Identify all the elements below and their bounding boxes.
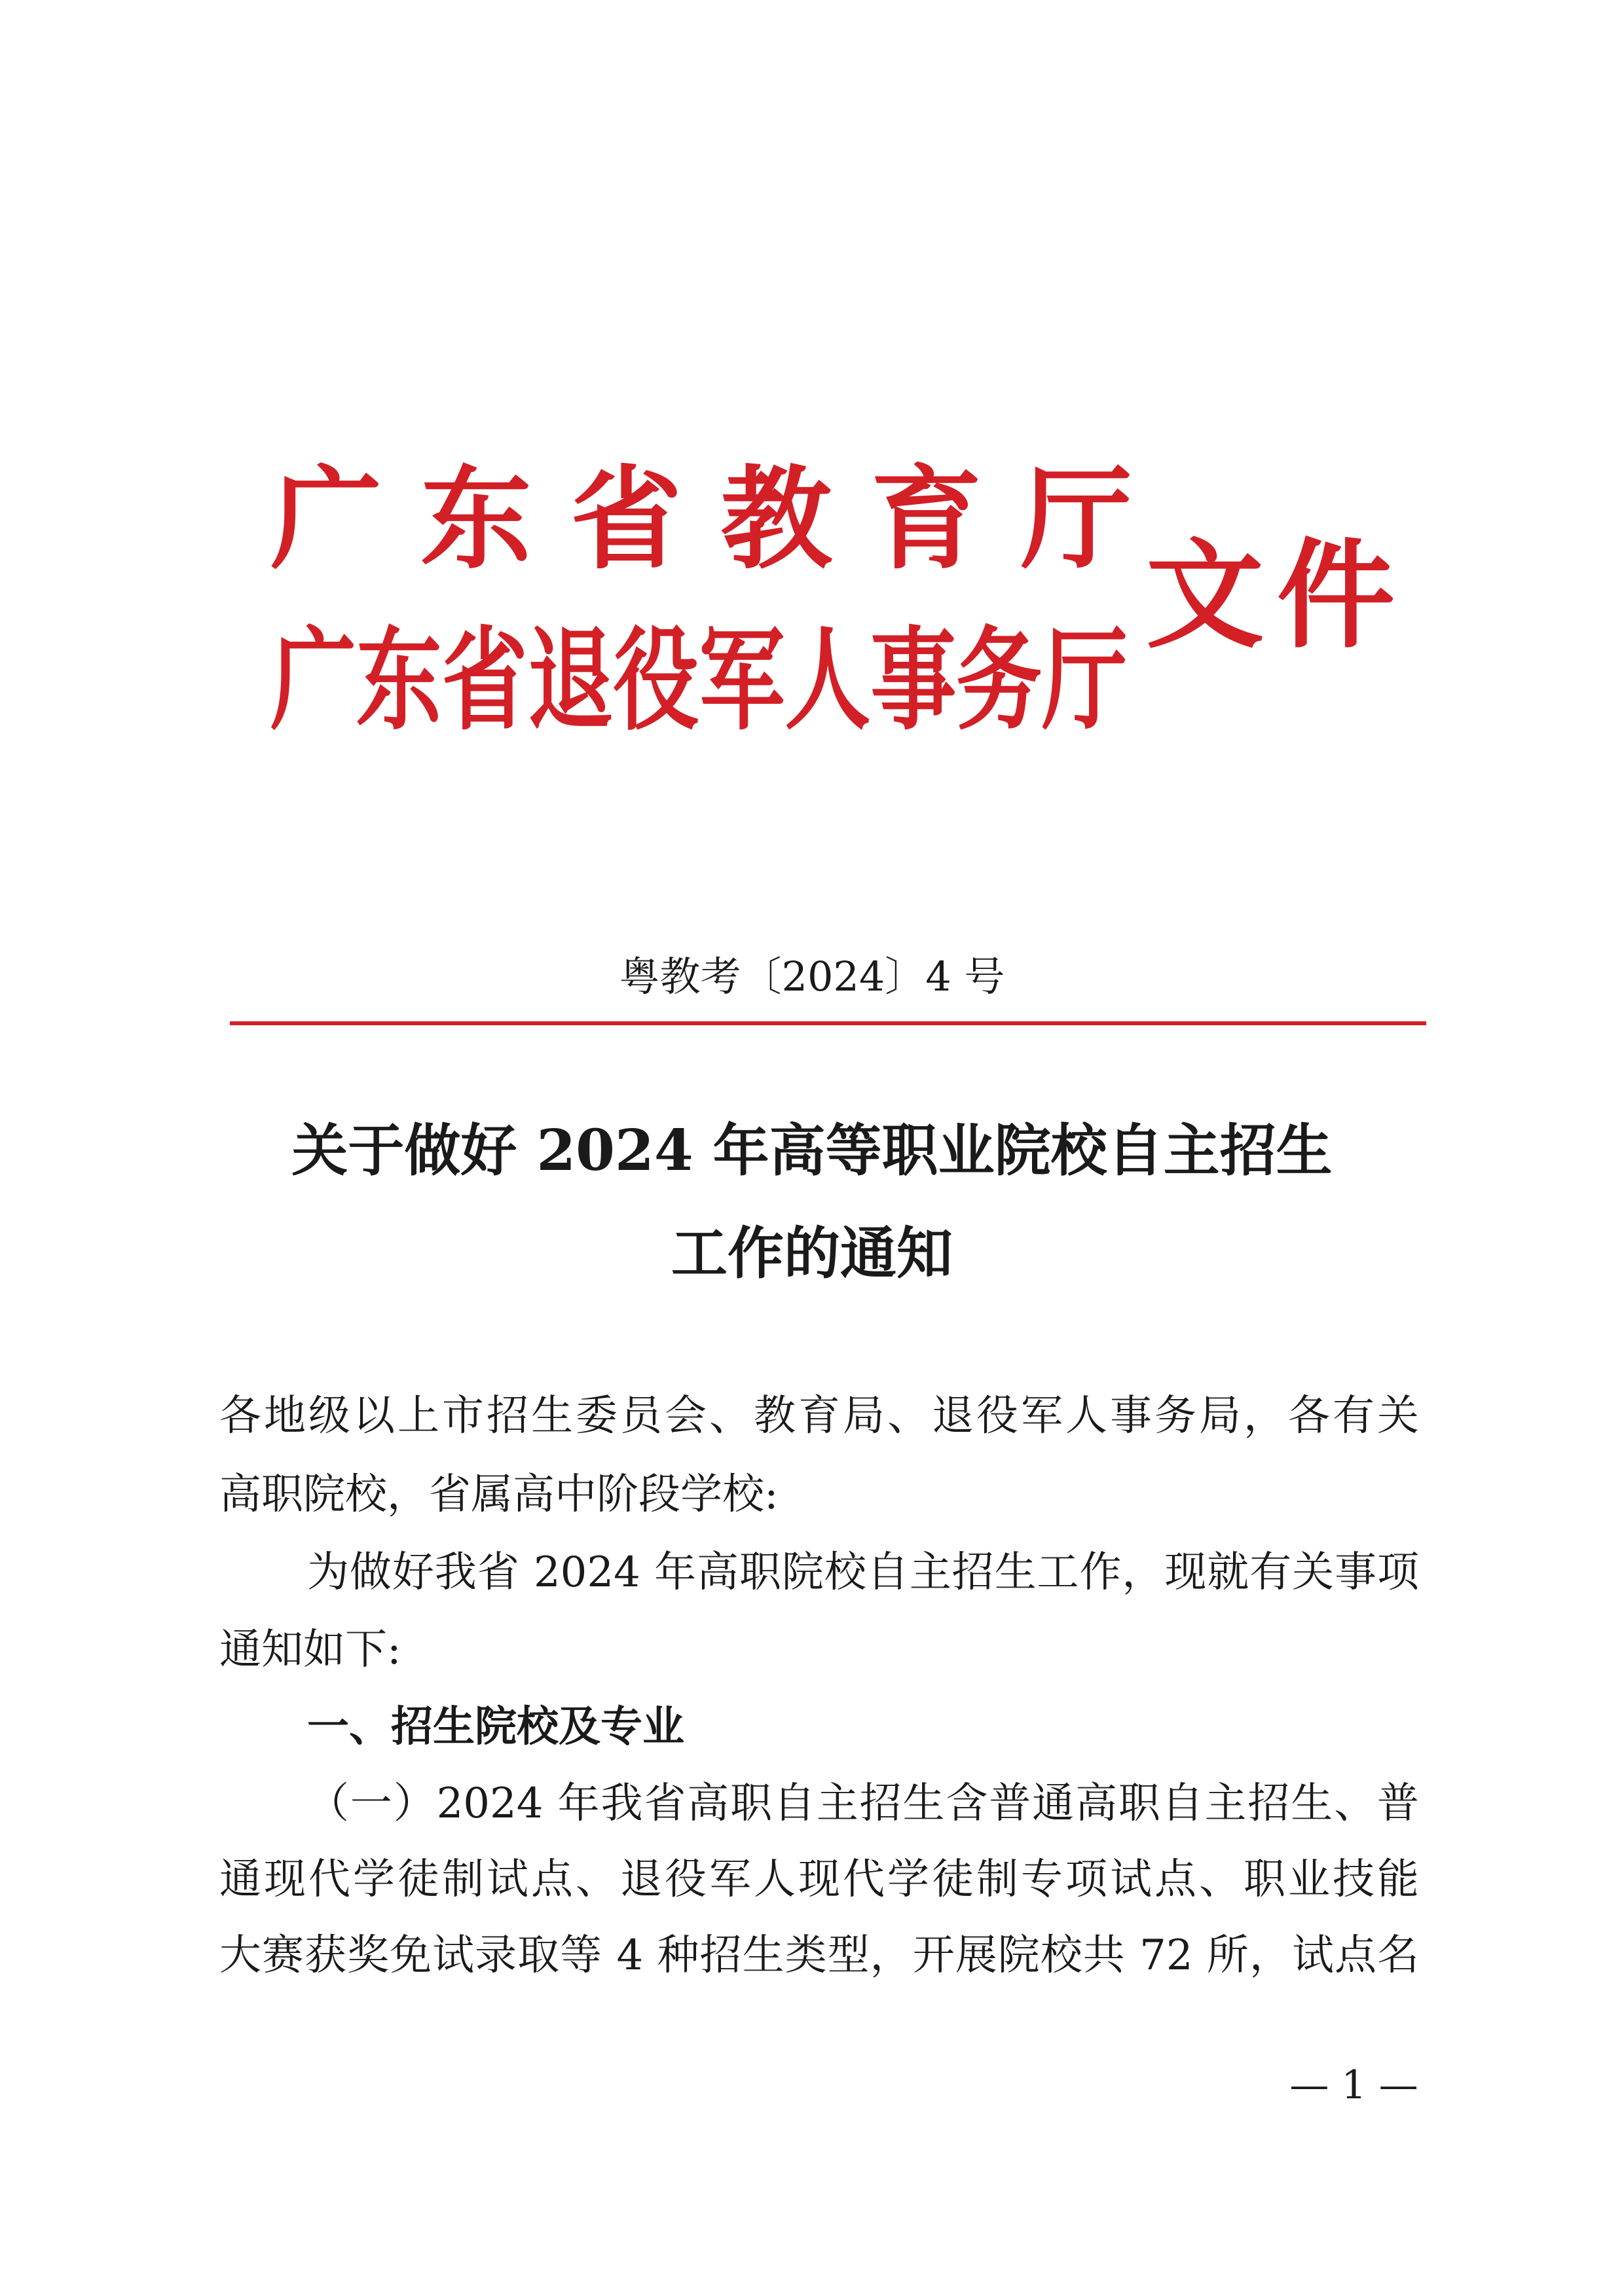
red-divider	[230, 1021, 1426, 1025]
document-label: 文件	[1146, 526, 1395, 665]
document-number: 粤教考〔2024〕4 号	[619, 953, 1005, 1000]
body-line: 高职院校，省属高中阶段学校:	[219, 1470, 779, 1519]
issuer-line-2: 广东省退役军人事务厅	[270, 615, 1128, 746]
body-line: 各地级以上市招生委员会、教育局、退役军人事务局，各有关	[219, 1392, 1419, 1440]
body-line: 大赛获奖免试录取等 4 种招生类型，开展院校共 72 所，试点名	[219, 1931, 1419, 1980]
body-line: （一）2024 年我省高职自主招生含普通高职自主招生、普	[307, 1779, 1419, 1828]
section-heading: 一、招生院校及专业	[307, 1702, 684, 1751]
title-line-1: 关于做好 2024 年高等职业院校自主招生	[291, 1118, 1333, 1184]
body-line: 为做好我省 2024 年高职院校自主招生工作，现就有关事项	[307, 1548, 1419, 1597]
page-number: — 1 —	[1289, 2062, 1418, 2108]
issuer-line-1: 广 东 省 教 育 厅	[270, 454, 1132, 585]
title-line-2: 工作的通知	[671, 1220, 953, 1286]
body-line: 通现代学徒制试点、退役军人现代学徒制专项试点、职业技能	[219, 1855, 1419, 1904]
body-line: 通知如下:	[219, 1626, 401, 1674]
